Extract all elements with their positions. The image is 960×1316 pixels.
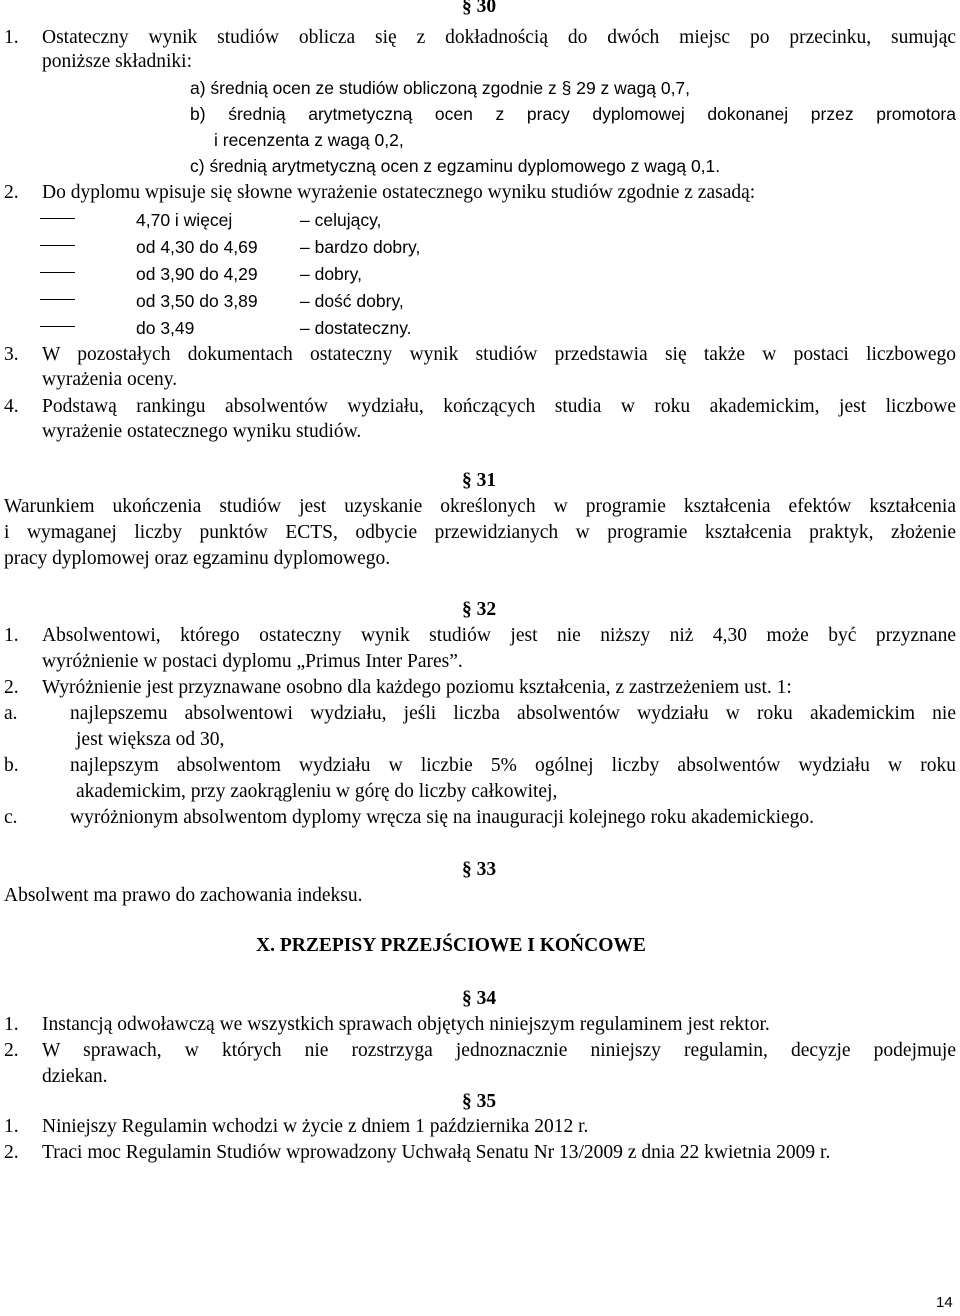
s32-item-c-letter: c. (4, 807, 18, 828)
s30-p2-number: 2. (4, 182, 19, 203)
s35-p1-text: Niniejszy Regulamin wchodzi w życie z dniem 1 października 2012 r. (42, 1116, 589, 1137)
page-number: 14 (936, 1294, 953, 1311)
s34-p1-number: 1. (4, 1014, 19, 1035)
chapter-title: X. PRZEPISY PRZEJŚCIOWE I KOŃCOWE (256, 935, 646, 956)
grade-range: do 3,49 (136, 318, 195, 338)
s32-p1-number: 1. (4, 625, 19, 646)
dash-bullet (40, 299, 75, 300)
s32-item-b-letter: b. (4, 755, 19, 776)
grade-label: – dobry, (300, 264, 362, 284)
dash-bullet (40, 245, 75, 246)
s31-line3: pracy dyplomowej oraz egzaminu dyplomowego. (4, 548, 391, 569)
s30-p1-number: 1. (4, 27, 19, 48)
s30-p1-item-b-line2: i recenzenta z wagą 0,2, (214, 130, 404, 150)
s32-p2-text: Wyróżnienie jest przyznawane osobno dla każdego poziomu kształcenia, z zastrzeżeniem ust. 1: (42, 677, 792, 698)
dash-bullet (40, 272, 75, 273)
grade-label: – dostateczny. (300, 318, 412, 338)
s32-item-a-letter: a. (4, 703, 18, 724)
s32-p1-line2: wyróżnienie w postaci dyplomu „Primus Inter Pares”. (42, 651, 463, 672)
s30-p1-line2: poniższe składniki: (42, 51, 193, 72)
grade-range: 4,70 i więcej (136, 210, 233, 230)
grade-range: od 4,30 do 4,69 (136, 237, 258, 257)
dash-bullet (40, 326, 75, 327)
s30-p1-item-c: c) średnią arytmetyczną ocen z egzaminu dyplomowego z wagą 0,1. (190, 156, 721, 176)
grade-range: od 3,50 do 3,89 (136, 291, 258, 311)
s32-p1-line1: Absolwentowi, którego ostateczny wynik studiów jest nie niższy niż 4,30 może być przyznane (42, 625, 956, 646)
s34-p2-line1: W sprawach, w których nie rozstrzyga jednoznacznie niniejszy regulamin, decyzje podejmuje (42, 1040, 956, 1061)
s35-p1-number: 1. (4, 1116, 19, 1137)
grade-label: – dość dobry, (300, 291, 404, 311)
s30-p2-text: Do dyplomu wpisuje się słowne wyrażenie ostatecznego wyniku studiów zgodnie z zasadą: (42, 182, 756, 203)
s30-p1-item-b-line1: b) średnią arytmetyczną ocen z pracy dyplomowej dokonanej przez promotora (190, 104, 956, 124)
s30-p3-line1: W pozostałych dokumentach ostateczny wynik studiów przedstawia się także w postaci liczbowego (42, 344, 956, 365)
section-30-heading: § 30 (462, 0, 497, 17)
s30-p4-line2: wyrażenie ostatecznego wyniku studiów. (42, 421, 362, 442)
section-32-heading: § 32 (462, 599, 497, 620)
s34-p2-number: 2. (4, 1040, 19, 1061)
s34-p2-line2: dziekan. (42, 1066, 108, 1087)
s34-p1-text: Instancją odwoławczą we wszystkich sprawach objętych niniejszym regulaminem jest rektor. (42, 1014, 770, 1035)
section-33-heading: § 33 (462, 859, 497, 880)
grade-label: – bardzo dobry, (300, 237, 421, 257)
s30-p3-line2: wyrażenia oceny. (42, 369, 178, 390)
s32-p2-number: 2. (4, 677, 19, 698)
s32-item-c-text: wyróżnionym absolwentom dyplomy wręcza się na inauguracji kolejnego roku akademickiego. (70, 807, 815, 828)
section-31-heading: § 31 (462, 470, 497, 491)
grade-range: od 3,90 do 4,29 (136, 264, 258, 284)
s33-text: Absolwent ma prawo do zachowania indeksu. (4, 885, 363, 906)
s30-p4-line1: Podstawą rankingu absolwentów wydziału, kończących studia w roku akademickim, jest liczbowe (42, 396, 956, 417)
s32-item-b-line1: najlepszym absolwentom wydziału w liczbie 5% ogólnej liczby absolwentów wydziału w roku (70, 755, 956, 776)
s30-p3-number: 3. (4, 344, 19, 365)
s30-p4-number: 4. (4, 396, 19, 417)
section-34-heading: § 34 (462, 988, 497, 1009)
grade-label: – celujący, (300, 210, 382, 230)
section-35-heading: § 35 (462, 1091, 497, 1112)
s35-p2-text: Traci moc Regulamin Studiów wprowadzony Uchwałą Senatu Nr 13/2009 z dnia 22 kwietnia 2009 r. (42, 1142, 831, 1163)
s30-p1-item-a: a) średnią ocen ze studiów obliczoną zgodnie z § 29 z wagą 0,7, (190, 78, 691, 98)
s35-p2-number: 2. (4, 1142, 19, 1163)
dash-bullet (40, 218, 75, 219)
s30-p1-line1: Ostateczny wynik studiów oblicza się z dokładnością do dwóch miejsc po przecinku, sumując (42, 27, 956, 48)
s31-line2: i wymaganej liczby punktów ECTS, odbycie przewidzianych w programie kształcenia praktyk, złożenie (4, 522, 956, 543)
s32-item-b-line2: akademickim, przy zaokrągleniu w górę do liczby całkowitej, (76, 781, 558, 802)
s32-item-a-line2: jest większa od 30, (76, 729, 225, 750)
s32-item-a-line1: najlepszemu absolwentowi wydziału, jeśli liczba absolwentów wydziału w roku akademickim nie (70, 703, 956, 724)
s31-line1: Warunkiem ukończenia studiów jest uzyskanie określonych w programie kształcenia efektów kształcenia (4, 496, 956, 517)
